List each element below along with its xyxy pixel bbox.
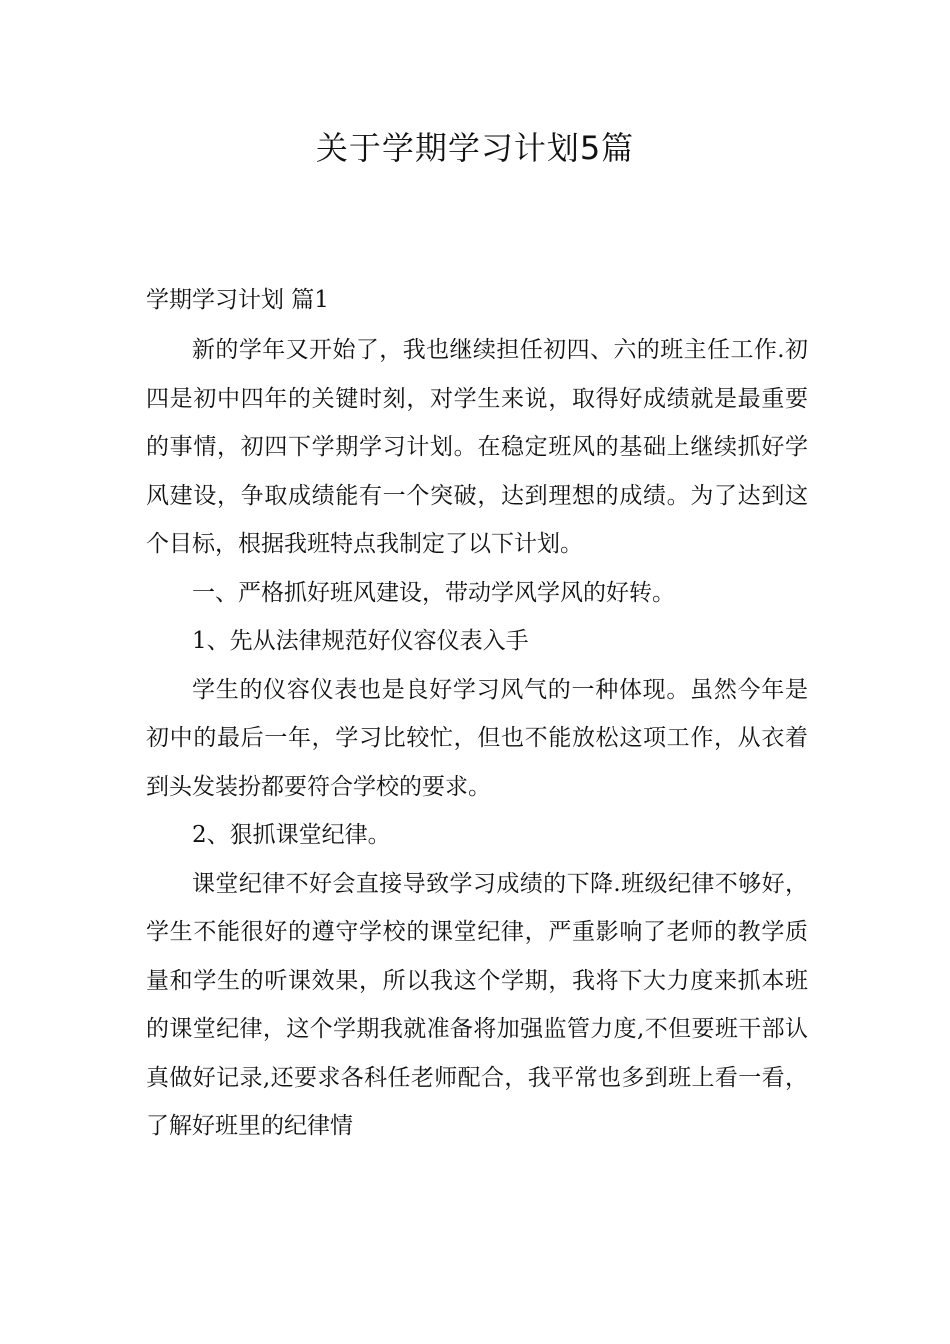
paragraph: 学生的仪容仪表也是良好学习风气的一种体现。虽然今年是初中的最后一年，学习比较忙，但也不能放松这项工作，从衣着到头发装扮都要符合学校的要求。 <box>146 676 808 800</box>
document-body <box>146 326 808 1151</box>
paragraph: 课堂纪律不好会直接导致学习成绩的下降.班级纪律不够好，学生不能很好的遵守学校的课堂纪律，严重影响了老师的教学质量和学生的听课效果，所以我这个学期，我将下大力度来抓本班的课堂纪律，这个学期我就准备将加强监管力度,不但要班干部认真做好记录,还要求各科任老师配合，我平常也多到班上看一看，了解好班里的纪律情 <box>146 870 808 1139</box>
section-heading: 学期学习计划 篇1 <box>146 287 329 313</box>
paragraph: 新的学年又开始了，我也继续担任初四、六的班主任工作.初四是初中四年的关键时刻，对学生来说，取得好成绩就是最重要的事情，初四下学期学习计划。在稳定班风的基础上继续抓好学风建设，争取成绩能有一个突破，达到理想的成绩。为了达到这个目标，根据我班特点我制定了以下计划。 <box>146 337 808 557</box>
document-title: 关于学期学习计划5篇 <box>315 129 635 167</box>
paragraph: 一、严格抓好班风建设，带动学风学风的好转。 <box>192 579 675 606</box>
paragraph: 2、狠抓课堂纪律。 <box>192 822 391 848</box>
paragraph: 1、先从法律规范好仪容仪表入手 <box>192 628 529 654</box>
